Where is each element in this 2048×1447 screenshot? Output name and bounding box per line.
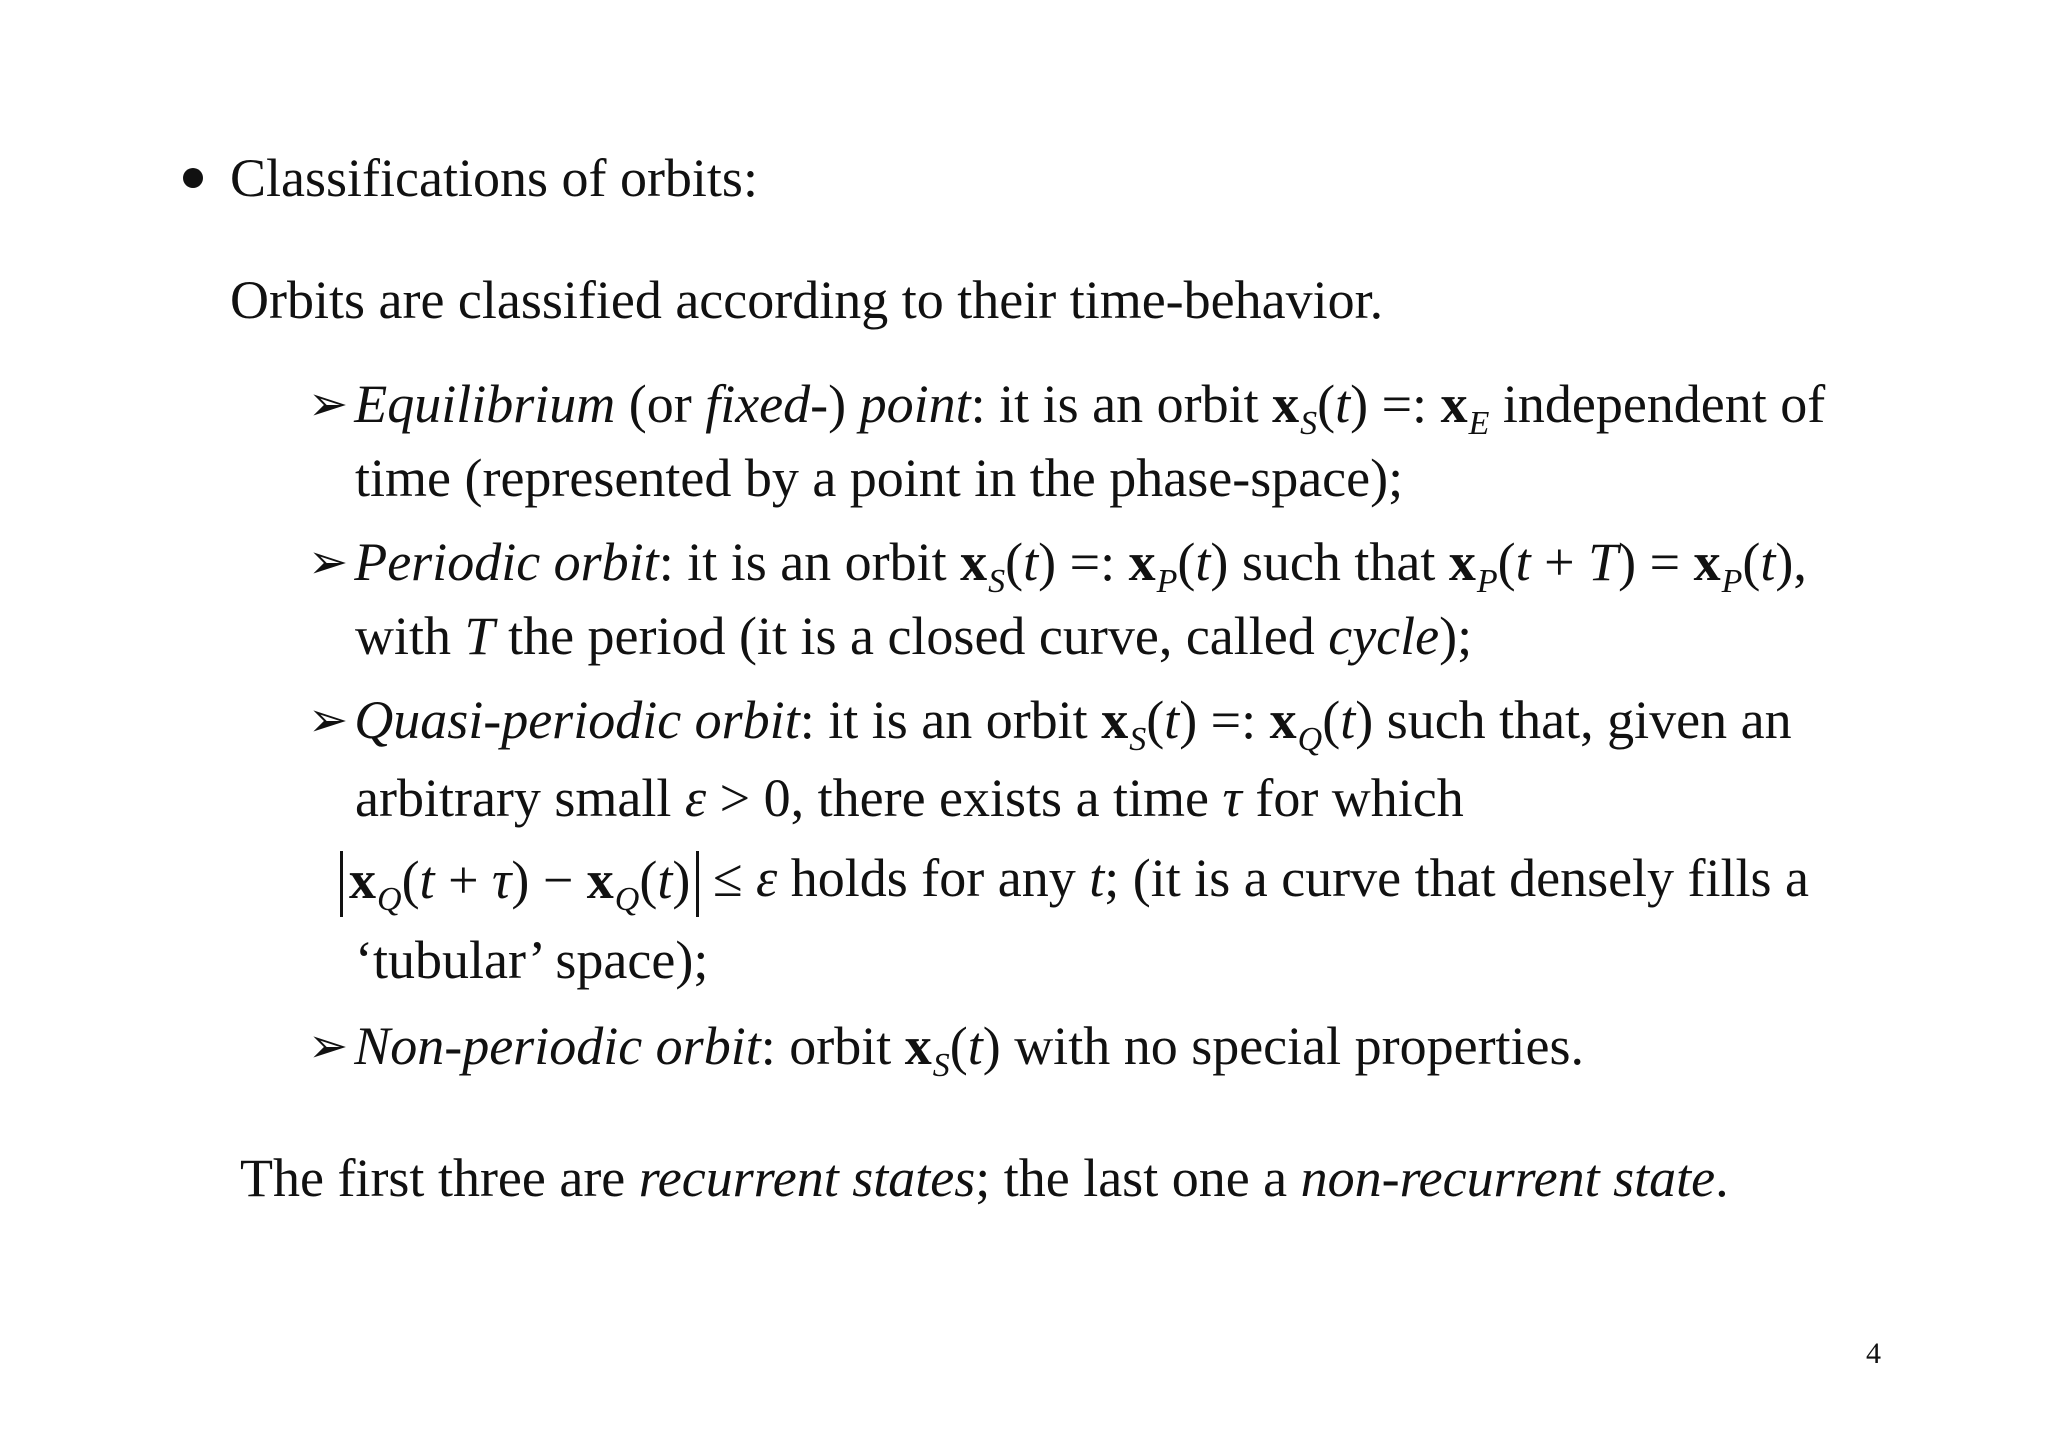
formula-non-periodic: $x_S(t)$ <box>904 1016 1001 1084</box>
arrow-bullet-icon: ➢ <box>308 536 349 589</box>
arrow-bullet-icon: ➢ <box>308 1020 349 1073</box>
list-item-quasi-periodic-line3: $x_Q(t + \tau) - x_Q(t) \le \varepsilon$ holds for any t; (it is a curve that densely fills a <box>340 846 1809 915</box>
arrow-bullet-icon: ➢ <box>308 378 349 431</box>
list-item-equilibrium-line2: time (represented by a point in the phase-space); <box>355 448 1404 508</box>
conclusion-paragraph: The first three are recurrent states; the last one a non-recurrent state. <box>240 1148 1729 1208</box>
list-item-quasi-periodic-line2: arbitrary small ε > 0, there exists a time τ for which <box>355 768 1464 828</box>
arrow-bullet-icon: ➢ <box>308 694 349 747</box>
formula-periodic: $x_S(t)$ =: $x_P(t)$ <box>960 532 1229 600</box>
list-item-non-periodic: ➢ Non-periodic orbit: orbit $x_S(t)$ with no special properties. <box>308 1016 1585 1084</box>
section-heading: Classifications of orbits: <box>230 148 758 208</box>
formula-quasi-periodic-condition: $x_Q(t + \tau) - x_Q(t)$ <box>340 851 699 917</box>
formula-periodic-condition: $x_P(t + T) = x_P(t)$ <box>1448 532 1794 600</box>
formula-quasi-periodic: $x_S(t)$ =: $x_Q(t)$ <box>1101 690 1387 758</box>
list-item-quasi-periodic: ➢ Quasi-periodic orbit: it is an orbit $x_S(t)$ =: $x_Q(t)$ such that, given an <box>308 690 1792 758</box>
page-number: 4 <box>1866 1337 1881 1370</box>
bullet-point <box>183 168 203 188</box>
formula-epsilon: ε > 0 <box>684 768 791 828</box>
list-item-periodic-line2: with T the period (it is a closed curve, called cycle); <box>355 606 1473 666</box>
list-item-periodic: ➢ Periodic orbit: it is an orbit $x_S(t)$ =: $x_P(t)$ such that $x_P(t + T) = x_P(t)$, <box>308 532 1807 600</box>
formula-equilibrium: $x_S(t)$ =: $x_E$ <box>1272 374 1490 442</box>
list-item-equilibrium: ➢ Equilibrium (or fixed-) point: it is an orbit $x_S(t)$ =: $x_E$ independent of <box>308 374 1826 442</box>
list-item-quasi-periodic-line4: ‘tubular’ space); <box>355 930 709 990</box>
intro-paragraph: Orbits are classified according to their time-behavior. <box>230 270 1384 330</box>
